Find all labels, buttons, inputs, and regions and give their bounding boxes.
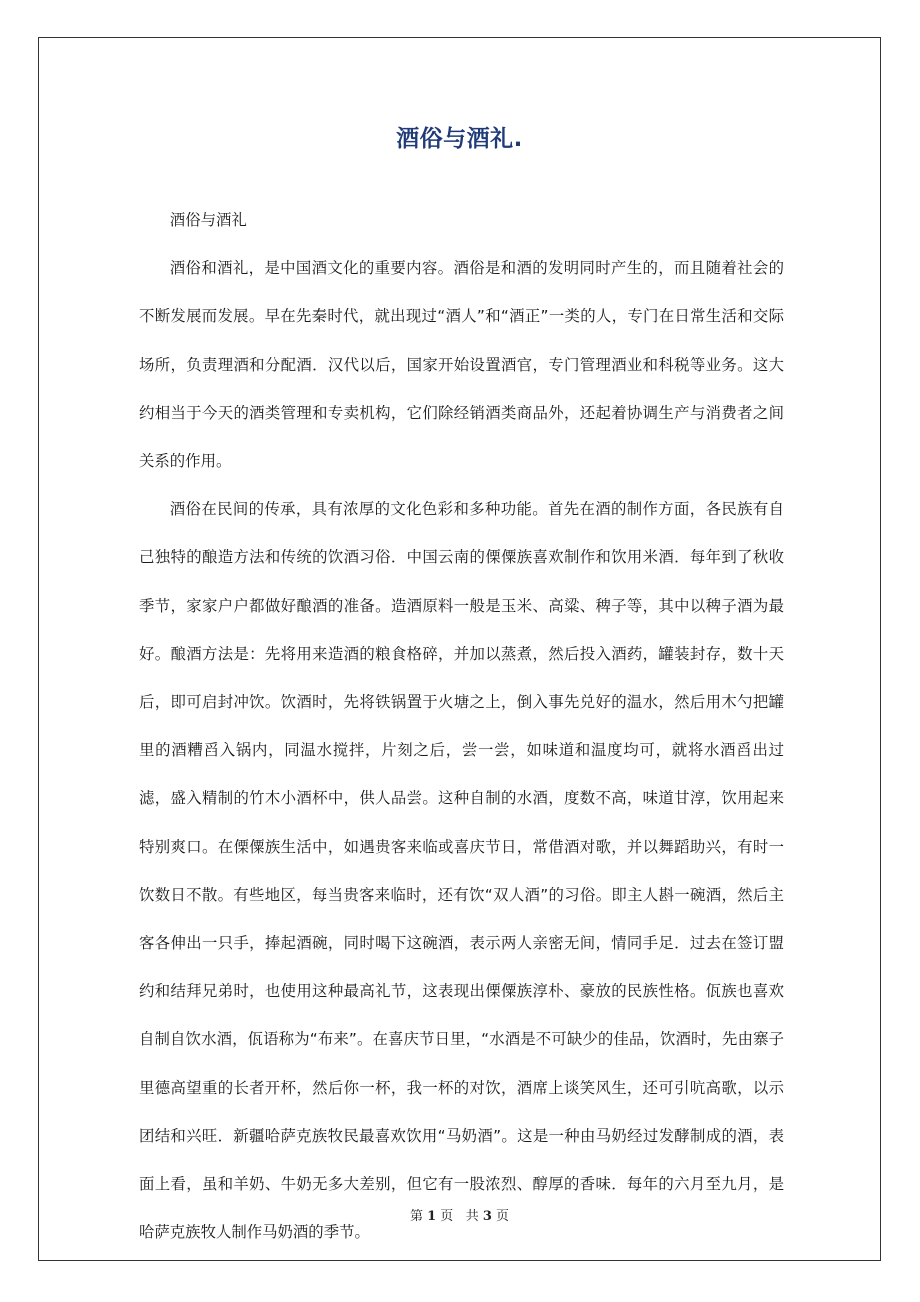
paragraph-intro: 酒俗和酒礼，是中国酒文化的重要内容。酒俗是和酒的发明同时产生的，而且随着社会的不断发展而发展。早在先秦时代，就出现过“酒人”和“酒正”一类的人，专门在日常生活和交际场所，负责理酒和分配酒．汉代以后，国家开始设置酒官，专门管理酒业和科税等业务。这大约相当于今天的酒类管理和专卖机构，它们除经销酒类商品外，还起着协调生产与消费者之间关系的作用。 xyxy=(139,259,784,471)
paragraph-subtitle: 酒俗与酒礼 xyxy=(169,211,247,229)
document-body xyxy=(139,196,784,1256)
footer-page-mid: 页 共 xyxy=(440,1209,479,1224)
footer-page-suffix: 页 xyxy=(496,1209,510,1224)
footer-page-prefix: 第 xyxy=(409,1209,423,1224)
page-number-footer xyxy=(38,1205,881,1224)
footer-total-pages: 3 xyxy=(482,1209,492,1224)
document-title: 酒俗与酒礼. xyxy=(396,126,523,152)
footer-current-page: 1 xyxy=(427,1209,437,1224)
paragraph-folk-customs: 酒俗在民间的传承，具有浓厚的文化色彩和多种功能。首先在酒的制作方面，各民族有自己独特的酿造方法和传统的饮酒习俗．中国云南的傈僳族喜欢制作和饮用米酒．每年到了秋收季节，家家户户都做好酿酒的准备。造酒原料一般是玉米、高粱、稗子等，其中以稗子酒为最好。酿酒方法是：先将用来造酒的粮食格碎，并加以蒸煮，然后投入酒药，罐装封存，数十天后，即可启封冲饮。饮酒时，先将铁锅置于火塘之上，倒入事先兑好的温水，然后用木勺把罐里的酒糟舀入锅内，同温水搅拌，片刻之后，尝一尝，如味道和温度均可，就将水酒舀出过滤，盛入精制的竹木小酒杯中，供人品尝。这种自制的水酒，度数不高，味道甘淳，饮用起来特别爽口。在傈僳族生活中，如遇贵客来临或喜庆节日，常借酒对歌，并以舞蹈助兴，有时一饮数日不散。有些地区，每当贵客来临时，还有饮“双人酒”的习俗。即主人斟一碗酒，然后主客各伸出一只手，捧起酒碗，同时喝下这碗酒，表示两人亲密无间，情同手足．过去在签订盟约和结拜兄弟时，也使用这种最高礼节，这表现出傈僳族淳朴、豪放的民族性格。佤族也喜欢自制自饮水酒，佤语称为“布来”。在喜庆节日里，“水酒是不可缺少的佳品，饮酒时，先由寨子里德高望重的长者开杯，然后你一杯，我一杯的对饮，酒席上谈笑风生，还可引吭高歌，以示团结和兴旺．新疆哈萨克族牧民最喜欢饮用“马奶酒”。这是一种由马奶经过发酵制成的酒，表面上看，虽和羊奶、牛奶无多大差别，但它有一股浓烈、醇厚的香味．每年的六月至九月，是哈萨克族牧人制作马奶酒的季节。 xyxy=(139,500,784,1242)
